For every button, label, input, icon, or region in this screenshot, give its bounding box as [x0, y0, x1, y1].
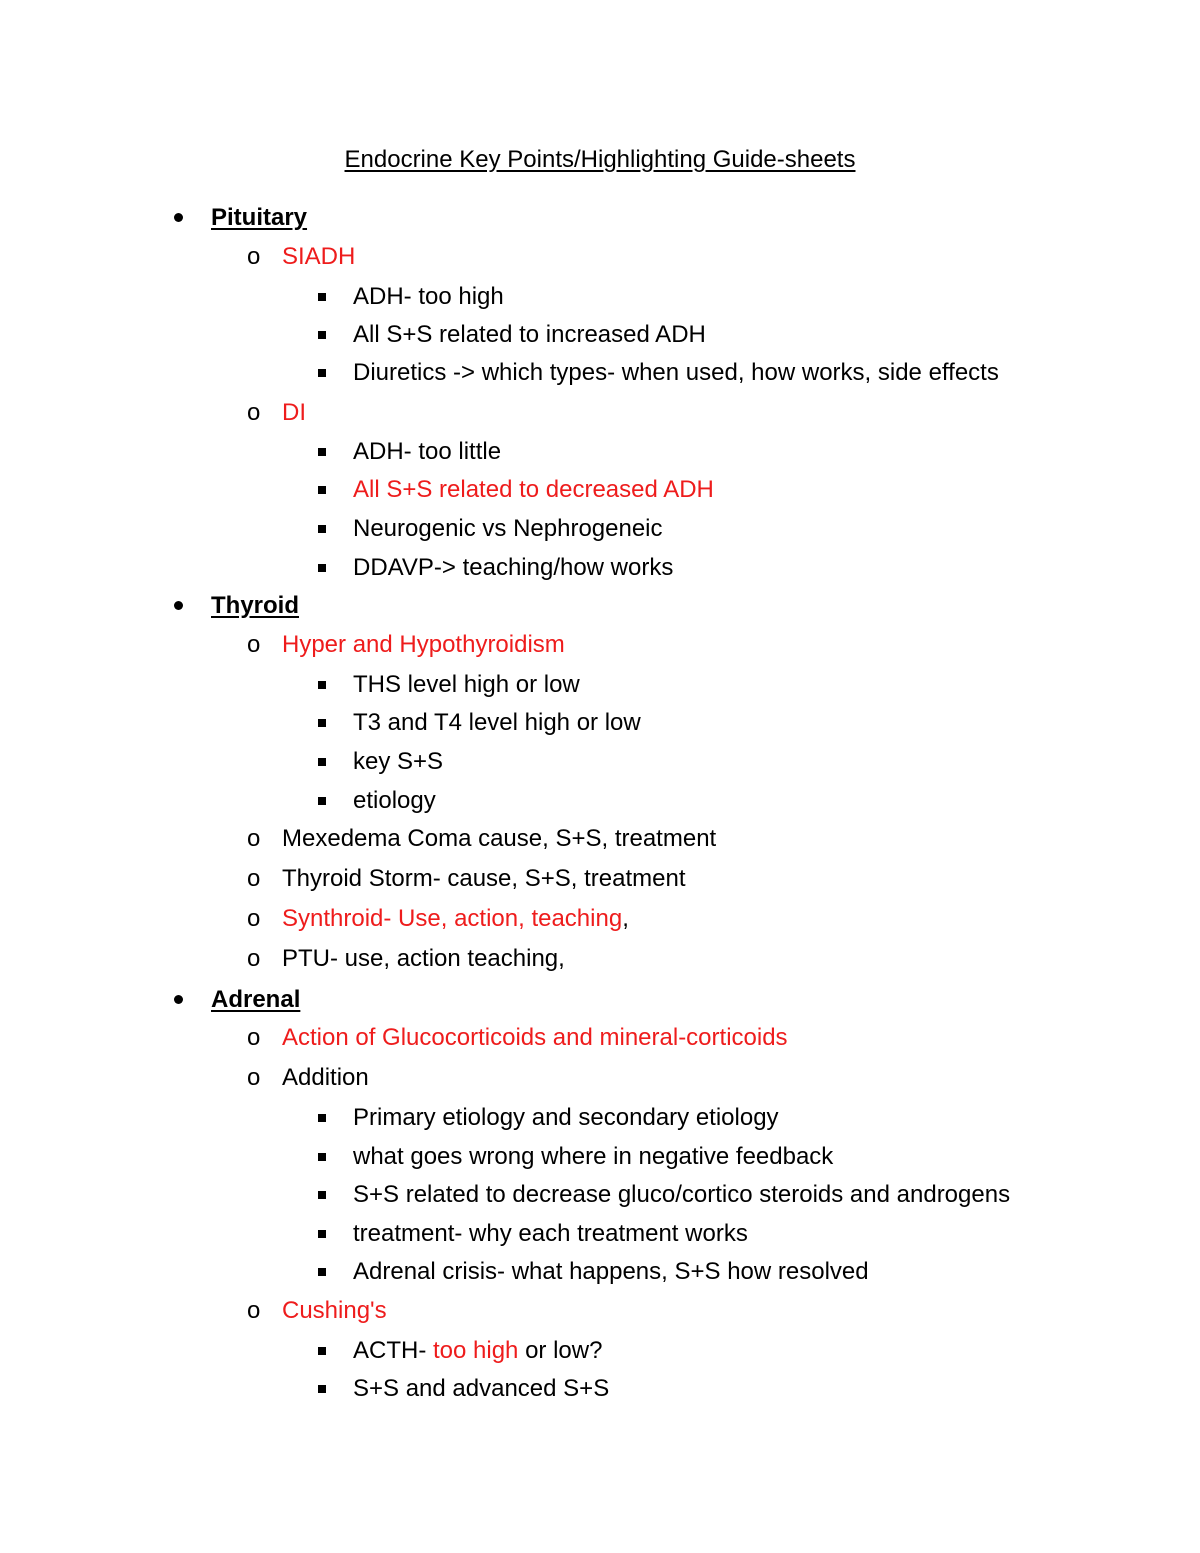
- topic-cushings: Cushing's: [282, 1297, 387, 1324]
- bullet-square-icon: [318, 473, 326, 507]
- bullet-square-icon: [318, 1334, 326, 1368]
- bullet-circle-icon: o: [247, 865, 261, 892]
- list-item: S+S and advanced S+S: [353, 1375, 610, 1402]
- bullet-square-icon: [318, 551, 326, 585]
- bullet-square-icon: [318, 1255, 326, 1289]
- bullet-circle-icon: o: [247, 631, 261, 658]
- bullet-circle-icon: o: [247, 1297, 261, 1324]
- topic-synthroid: [282, 902, 629, 936]
- list-item: Primary etiology and secondary etiology: [353, 1104, 779, 1131]
- page-title: Endocrine Key Points/Highlighting Guide-sheets: [344, 146, 856, 173]
- topic-addition: Addition: [282, 1064, 369, 1091]
- bullet-dot-icon: [174, 201, 183, 235]
- list-item-acth: [353, 1334, 602, 1368]
- topic-thyroid-storm: Thyroid Storm- cause, S+S, treatment: [282, 865, 686, 892]
- topic-hyper-hypothyroidism: Hyper and Hypothyroidism: [282, 631, 565, 658]
- synthroid-highlight: Synthroid- Use, action, teaching: [282, 905, 623, 932]
- bullet-square-icon: [318, 318, 326, 352]
- list-item: ADH- too little: [353, 438, 502, 465]
- bullet-dot-icon: [174, 589, 183, 623]
- list-item: Neurogenic vs Nephrogeneic: [353, 515, 663, 542]
- topic-ptu: PTU- use, action teaching,: [282, 945, 565, 972]
- list-item: All S+S related to increased ADH: [353, 321, 706, 348]
- section-heading-thyroid: Thyroid: [211, 592, 299, 619]
- topic-siadh: SIADH: [282, 243, 356, 270]
- bullet-square-icon: [318, 1140, 326, 1174]
- bullet-circle-icon: o: [247, 1024, 261, 1051]
- bullet-circle-icon: o: [247, 1064, 261, 1091]
- list-item: Diuretics -> which types- when used, how works, side effects: [353, 359, 999, 386]
- acth-prefix: ACTH-: [353, 1337, 433, 1364]
- section-heading-adrenal: Adrenal: [211, 986, 301, 1013]
- bullet-square-icon: [318, 1178, 326, 1212]
- list-item: All S+S related to decreased ADH: [353, 476, 714, 503]
- bullet-dot-icon: [174, 983, 183, 1017]
- list-item: treatment- why each treatment works: [353, 1220, 748, 1247]
- list-item: S+S related to decrease gluco/cortico steroids and androgens: [353, 1181, 1011, 1208]
- bullet-square-icon: [318, 668, 326, 702]
- bullet-circle-icon: o: [247, 399, 261, 426]
- bullet-square-icon: [318, 1101, 326, 1135]
- list-item: key S+S: [353, 748, 444, 775]
- topic-di: DI: [282, 399, 306, 426]
- bullet-square-icon: [318, 706, 326, 740]
- bullet-square-icon: [318, 280, 326, 314]
- list-item: THS level high or low: [353, 671, 580, 698]
- bullet-square-icon: [318, 435, 326, 469]
- bullet-square-icon: [318, 356, 326, 390]
- acth-suffix: or low?: [518, 1337, 603, 1364]
- bullet-square-icon: [318, 512, 326, 546]
- list-item: Adrenal crisis- what happens, S+S how resolved: [353, 1258, 869, 1285]
- synthroid-comma: ,: [622, 905, 629, 932]
- acth-highlight: too high: [433, 1337, 519, 1364]
- bullet-circle-icon: o: [247, 243, 261, 270]
- topic-glucocorticoids-action: Action of Glucocorticoids and mineral-corticoids: [282, 1024, 788, 1051]
- list-item: ADH- too high: [353, 283, 504, 310]
- list-item: etiology: [353, 787, 436, 814]
- bullet-circle-icon: o: [247, 905, 261, 932]
- topic-mexedema-coma: Mexedema Coma cause, S+S, treatment: [282, 825, 717, 852]
- section-heading-pituitary: Pituitary: [211, 204, 308, 231]
- list-item: T3 and T4 level high or low: [353, 709, 641, 736]
- bullet-square-icon: [318, 745, 326, 779]
- bullet-square-icon: [318, 1372, 326, 1406]
- bullet-circle-icon: o: [247, 825, 261, 852]
- list-item: what goes wrong where in negative feedback: [353, 1143, 834, 1170]
- bullet-square-icon: [318, 784, 326, 818]
- list-item: DDAVP-> teaching/how works: [353, 554, 674, 581]
- bullet-square-icon: [318, 1217, 326, 1251]
- bullet-circle-icon: o: [247, 945, 261, 972]
